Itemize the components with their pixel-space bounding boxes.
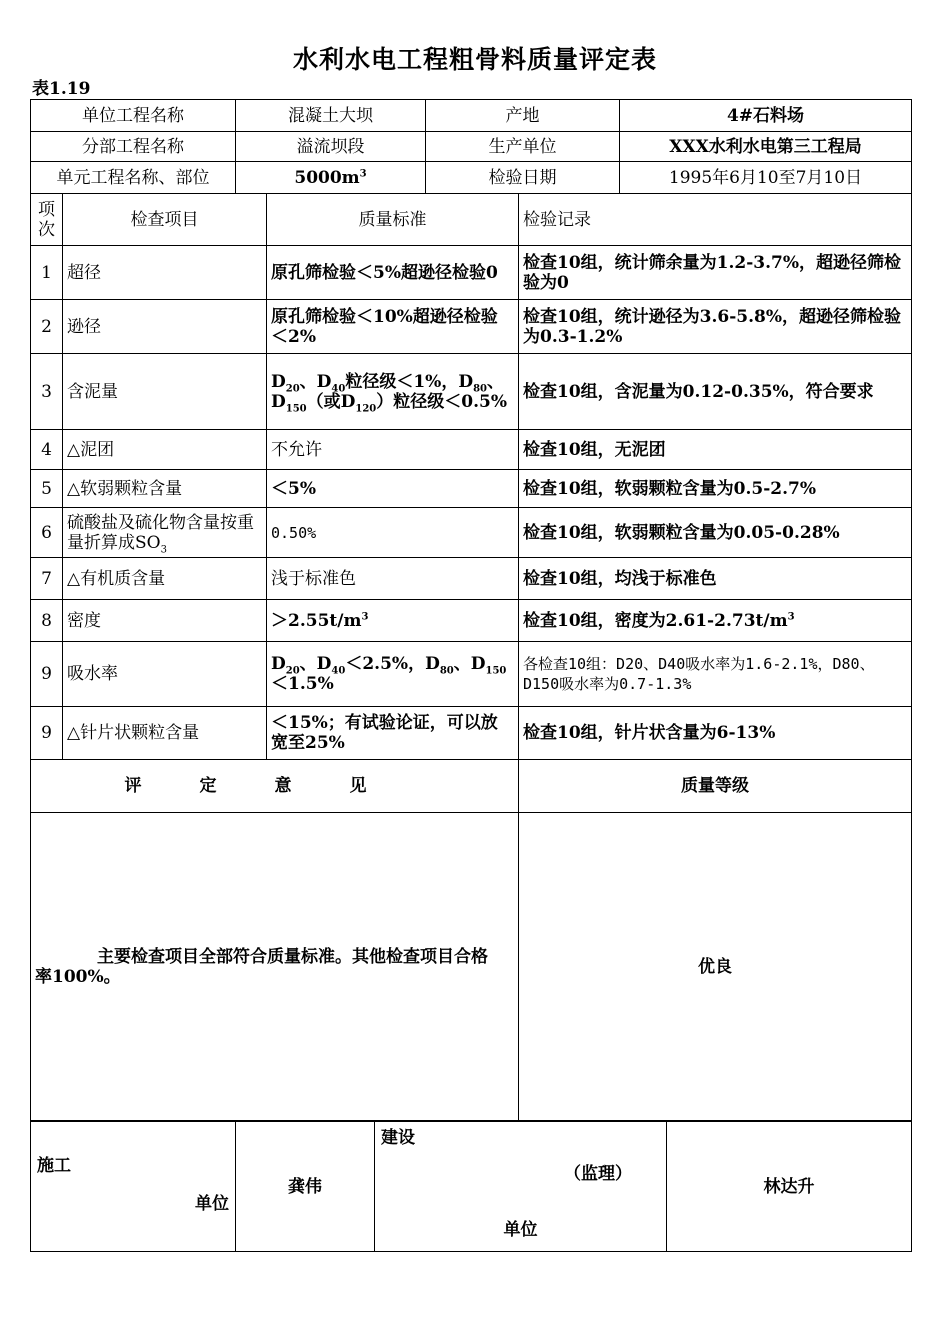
row-record: 检查10组，统计筛余量为1.2-3.7%，超逊径筛检验为0 bbox=[519, 246, 912, 300]
row-no: 2 bbox=[31, 300, 63, 354]
row-record: 各检查10组：D20、D40吸水率为1.6-2.1%，D80、D150吸水率为0.7-1.3% bbox=[519, 642, 912, 707]
table-row bbox=[31, 558, 912, 600]
row-item: 吸水率 bbox=[63, 642, 267, 707]
row-standard: ＜15%；有试验论证，可以放宽至25% bbox=[267, 707, 519, 760]
row-standard: 不允许 bbox=[267, 430, 519, 470]
origin-value: 4#石料场 bbox=[620, 100, 912, 132]
row-item: 密度 bbox=[63, 600, 267, 642]
opinion-label: 评定意见 bbox=[31, 760, 519, 813]
element-label: 单元工程名称、部位 bbox=[31, 162, 236, 194]
row-no: 3 bbox=[31, 354, 63, 430]
opinion-text: 主要检查项目全部符合质量标准。其他检查项目合格率100%。 bbox=[31, 813, 519, 1121]
table-row bbox=[31, 642, 912, 707]
row-standard: 浅于标准色 bbox=[267, 558, 519, 600]
col-standard-header: 质量标准 bbox=[267, 194, 519, 246]
table-number: 表1.19 bbox=[32, 79, 91, 99]
row-item: △泥团 bbox=[63, 430, 267, 470]
row-no: 4 bbox=[31, 430, 63, 470]
col-item-header: 检查项目 bbox=[63, 194, 267, 246]
table-row bbox=[31, 354, 912, 430]
row-record: 检查10组，软弱颗粒含量为0.05-0.28% bbox=[519, 508, 912, 558]
owner-label: 建设 （监理） 单位 bbox=[375, 1122, 667, 1252]
element-value-base: 5000m bbox=[294, 167, 360, 188]
unit-project-label: 单位工程名称 bbox=[31, 100, 236, 132]
evaluation-content-row bbox=[31, 813, 912, 1121]
row-standard: $>2.55t/m^3$ bbox=[267, 600, 519, 642]
grade-label: 质量等级 bbox=[519, 760, 912, 813]
grade-value: 优良 bbox=[519, 813, 912, 1121]
element-value bbox=[236, 162, 426, 194]
row-no: 5 bbox=[31, 470, 63, 508]
inspection-table bbox=[30, 193, 912, 1121]
row-item: 含泥量 bbox=[63, 354, 267, 430]
table-row bbox=[31, 246, 912, 300]
origin-label: 产地 bbox=[426, 100, 620, 132]
constructor-label: 施工 单位 bbox=[31, 1122, 236, 1252]
page-title: 水利水电工程粗骨料质量评定表 bbox=[292, 45, 657, 74]
date-value: 1995年6月10至7月10日 bbox=[620, 162, 912, 194]
header-info-table bbox=[30, 99, 912, 194]
table-row bbox=[31, 300, 912, 354]
row-item: 超径 bbox=[63, 246, 267, 300]
row-record: 检查10组，密度为$2.61-2.73t/m^3$ bbox=[519, 600, 912, 642]
owner-name: 林达升 bbox=[667, 1122, 912, 1252]
producer-label: 生产单位 bbox=[426, 132, 620, 162]
sub-project-value: 溢流坝段 bbox=[236, 132, 426, 162]
row-item: △针片状颗粒含量 bbox=[63, 707, 267, 760]
row-item: 硫酸盐及硫化物含量按重量折算成$SO_3$ bbox=[63, 508, 267, 558]
row-record: 检查10组，软弱颗粒含量为0.5-2.7% bbox=[519, 470, 912, 508]
row-item: △软弱颗粒含量 bbox=[63, 470, 267, 508]
row-standard: ＜5% bbox=[267, 470, 519, 508]
row-no: 9 bbox=[31, 642, 63, 707]
row-standard: $D_{20}$、$D_{40}<2.5\%$，$D_{80}$、$D_{150}<1.5\%$ bbox=[267, 642, 519, 707]
row-no: 8 bbox=[31, 600, 63, 642]
row-record: 检查10组，含泥量为0.12-0.35%，符合要求 bbox=[519, 354, 912, 430]
row-standard: 0.50% bbox=[267, 508, 519, 558]
row-no: 7 bbox=[31, 558, 63, 600]
row-record: 检查10组，针片状含量为6-13% bbox=[519, 707, 912, 760]
row-standard: $D_{20}$、$D_{40}$粒径级＜1%，$D_{80}$、 $D_{150}$（或$D_{120}$）粒径级＜0.5% bbox=[267, 354, 519, 430]
table-row bbox=[31, 707, 912, 760]
row-item: 逊径 bbox=[63, 300, 267, 354]
evaluation-header-row bbox=[31, 760, 912, 813]
sub-project-label: 分部工程名称 bbox=[31, 132, 236, 162]
constructor-name: 龚伟 bbox=[236, 1122, 375, 1252]
row-record: 检查10组，均浅于标准色 bbox=[519, 558, 912, 600]
element-value-sup: 3 bbox=[359, 167, 367, 179]
unit-project-value: 混凝土大坝 bbox=[236, 100, 426, 132]
row-item: △有机质含量 bbox=[63, 558, 267, 600]
row-standard: 原孔筛检验＜5%超逊径检验0 bbox=[267, 246, 519, 300]
table-row bbox=[31, 470, 912, 508]
col-record-header: 检验记录 bbox=[519, 194, 912, 246]
row-standard: 原孔筛检验＜10%超逊径检验＜2% bbox=[267, 300, 519, 354]
row-no: 1 bbox=[31, 246, 63, 300]
table-row bbox=[31, 430, 912, 470]
table-row bbox=[31, 508, 912, 558]
signature-table bbox=[30, 1121, 912, 1252]
producer-value: XXX水利水电第三工程局 bbox=[620, 132, 912, 162]
table-row bbox=[31, 600, 912, 642]
row-record: 检查10组，无泥团 bbox=[519, 430, 912, 470]
row-no: 6 bbox=[31, 508, 63, 558]
row-record: 检查10组，统计逊径为3.6-5.8%，超逊径筛检验为0.3-1.2% bbox=[519, 300, 912, 354]
column-header-row bbox=[31, 194, 912, 246]
date-label: 检验日期 bbox=[426, 162, 620, 194]
col-no-header: 项次 bbox=[31, 194, 63, 246]
row-no: 9 bbox=[31, 707, 63, 760]
